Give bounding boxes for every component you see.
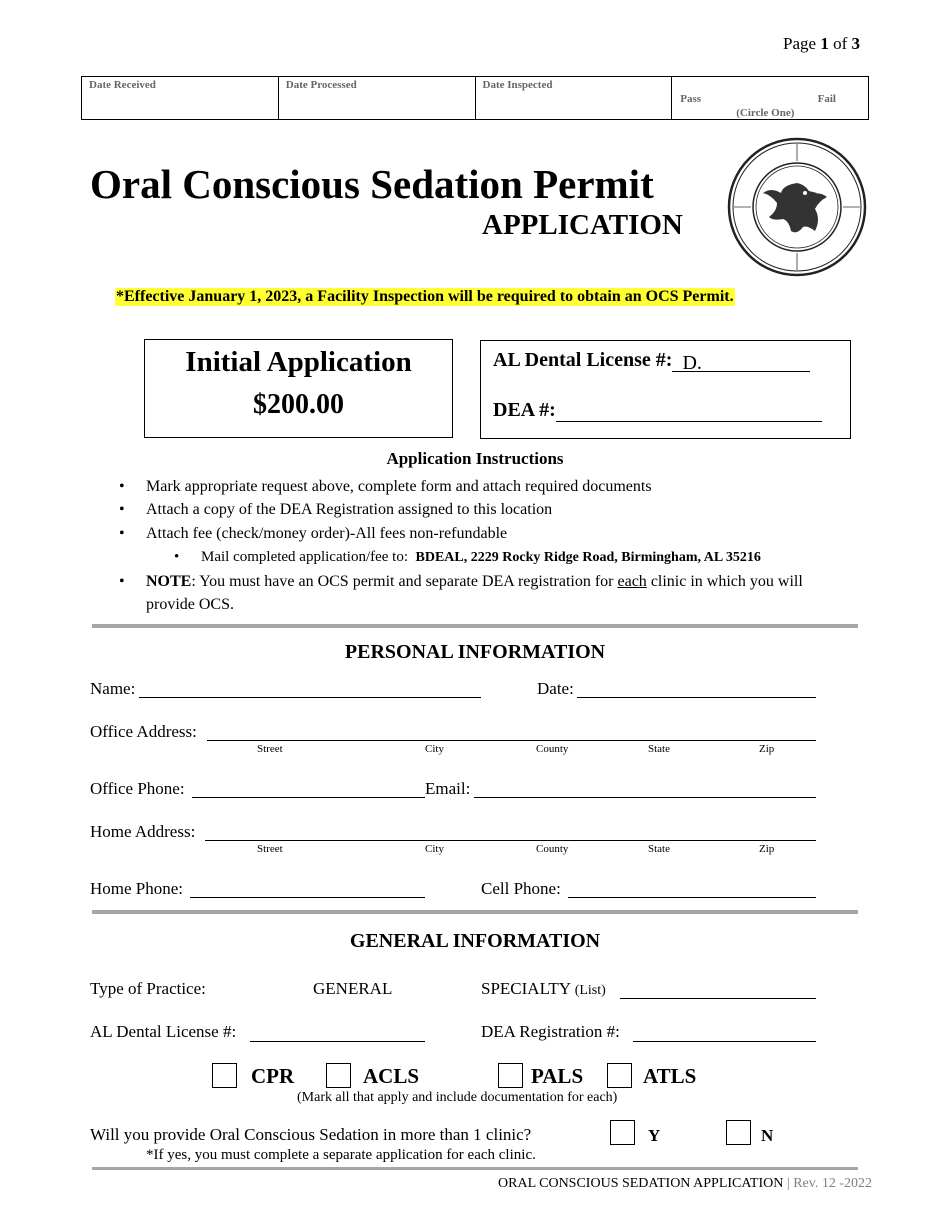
general-license-field[interactable] <box>250 1041 425 1042</box>
no-checkbox[interactable] <box>726 1120 751 1145</box>
date-inspected-cell[interactable]: Date Inspected <box>476 77 673 119</box>
cell-phone-field[interactable] <box>568 897 816 898</box>
atls-label: ATLS <box>643 1064 697 1088</box>
date-processed-cell[interactable]: Date Processed <box>279 77 476 119</box>
date-received-cell[interactable]: Date Received <box>82 77 279 119</box>
name-field[interactable] <box>139 697 481 698</box>
specialty-field[interactable] <box>620 998 816 999</box>
application-type: Initial Application <box>185 346 412 378</box>
atls-checkbox[interactable] <box>607 1063 632 1088</box>
address-zip-hint: Zip <box>759 743 775 755</box>
certs-note: (Mark all that apply and include documentation for each) <box>297 1090 618 1105</box>
license-box <box>480 340 851 439</box>
dea-registration-field[interactable] <box>633 1041 816 1042</box>
address-street-hint: Street <box>257 843 283 855</box>
pals-label: PALS <box>531 1064 584 1088</box>
dea-label: DEA #: <box>493 399 556 421</box>
home-address-field[interactable] <box>205 840 816 841</box>
cell-phone-label: Cell Phone: <box>481 879 561 898</box>
acls-label: ACLS <box>363 1064 420 1088</box>
instruction-mail: • Mail completed application/fee to: BDEAL, 2229 Rocky Ridge Road, Birmingham, AL 35216 <box>174 549 761 565</box>
address-state-hint: State <box>648 743 670 755</box>
office-address-label: Office Address: <box>90 722 197 741</box>
general-option[interactable]: GENERAL <box>313 979 393 998</box>
dea-registration-label: DEA Registration #: <box>481 1022 620 1041</box>
yes-checkbox[interactable] <box>610 1120 635 1145</box>
initial-application-box[interactable] <box>144 339 453 438</box>
instruction-item: • Attach a copy of the DEA Registration assigned to this location <box>119 501 553 518</box>
address-city-hint: City <box>425 743 444 755</box>
address-county-hint: County <box>536 743 569 755</box>
cpr-checkbox[interactable] <box>212 1063 237 1088</box>
pass-option[interactable]: Pass <box>680 93 702 105</box>
license-label: AL Dental License #: <box>493 349 673 371</box>
effective-notice: *Effective January 1, 2023, a Facility Inspection will be required to obtain an OCS Permit. <box>116 288 734 305</box>
fail-option[interactable]: Fail <box>817 93 836 105</box>
address-street-hint: Street <box>257 743 283 755</box>
multi-clinic-question: Will you provide Oral Conscious Sedation in more than 1 clinic? <box>90 1125 532 1144</box>
cpr-label: CPR <box>251 1064 295 1088</box>
acls-checkbox[interactable] <box>326 1063 351 1088</box>
instruction-item: • Mark appropriate request above, complete form and attach required documents <box>119 478 652 495</box>
page-title: Oral Conscious Sedation Permit <box>90 161 654 207</box>
section-divider <box>92 910 858 914</box>
date-label: Date: <box>537 679 574 698</box>
application-fee: $200.00 <box>253 389 344 420</box>
instruction-note-cont: provide OCS. <box>146 596 234 613</box>
general-license-label: AL Dental License #: <box>90 1022 237 1041</box>
board-seal-logo <box>725 135 869 279</box>
pals-checkbox[interactable] <box>498 1063 523 1088</box>
home-phone-field[interactable] <box>190 897 425 898</box>
date-field[interactable] <box>577 697 816 698</box>
license-field[interactable]: D. <box>672 352 810 372</box>
address-city-hint: City <box>425 843 444 855</box>
instruction-note: • NOTE: You must have an OCS permit and separate DEA registration for each clinic in which you will <box>119 573 803 590</box>
circle-one-note: (Circle One) <box>736 107 795 119</box>
office-phone-label: Office Phone: <box>90 779 185 798</box>
address-state-hint: State <box>648 843 670 855</box>
section-divider <box>92 1167 858 1170</box>
office-use-table <box>81 76 869 120</box>
home-phone-label: Home Phone: <box>90 879 184 898</box>
instruction-item: • Attach fee (check/money order)-All fees non-refundable <box>119 525 508 542</box>
office-address-field[interactable] <box>207 740 816 741</box>
footer: ORAL CONSCIOUS SEDATION APPLICATION | Rev. 12 -2022 <box>498 1176 872 1191</box>
address-county-hint: County <box>536 843 569 855</box>
personal-info-heading: PERSONAL INFORMATION <box>344 641 606 663</box>
dea-field[interactable] <box>556 401 822 422</box>
yes-label: Y <box>648 1126 661 1145</box>
email-label: Email: <box>425 779 471 798</box>
no-label: N <box>761 1126 774 1145</box>
address-zip-hint: Zip <box>759 843 775 855</box>
instructions-heading: Application Instructions <box>386 449 564 468</box>
page-subtitle: APPLICATION <box>482 209 683 241</box>
specialty-label: SPECIALTY (List) <box>481 979 606 998</box>
section-divider <box>92 624 858 628</box>
type-of-practice-label: Type of Practice: <box>90 979 206 998</box>
name-label: Name: <box>90 679 136 698</box>
general-info-heading: GENERAL INFORMATION <box>349 930 601 952</box>
home-address-label: Home Address: <box>90 822 196 841</box>
multi-clinic-note: *If yes, you must complete a separate application for each clinic. <box>146 1147 536 1163</box>
email-field[interactable] <box>474 797 816 798</box>
page-number: Page 1 of 3 <box>783 34 860 53</box>
pass-fail-cell[interactable] <box>672 77 868 119</box>
office-phone-field[interactable] <box>192 797 425 798</box>
